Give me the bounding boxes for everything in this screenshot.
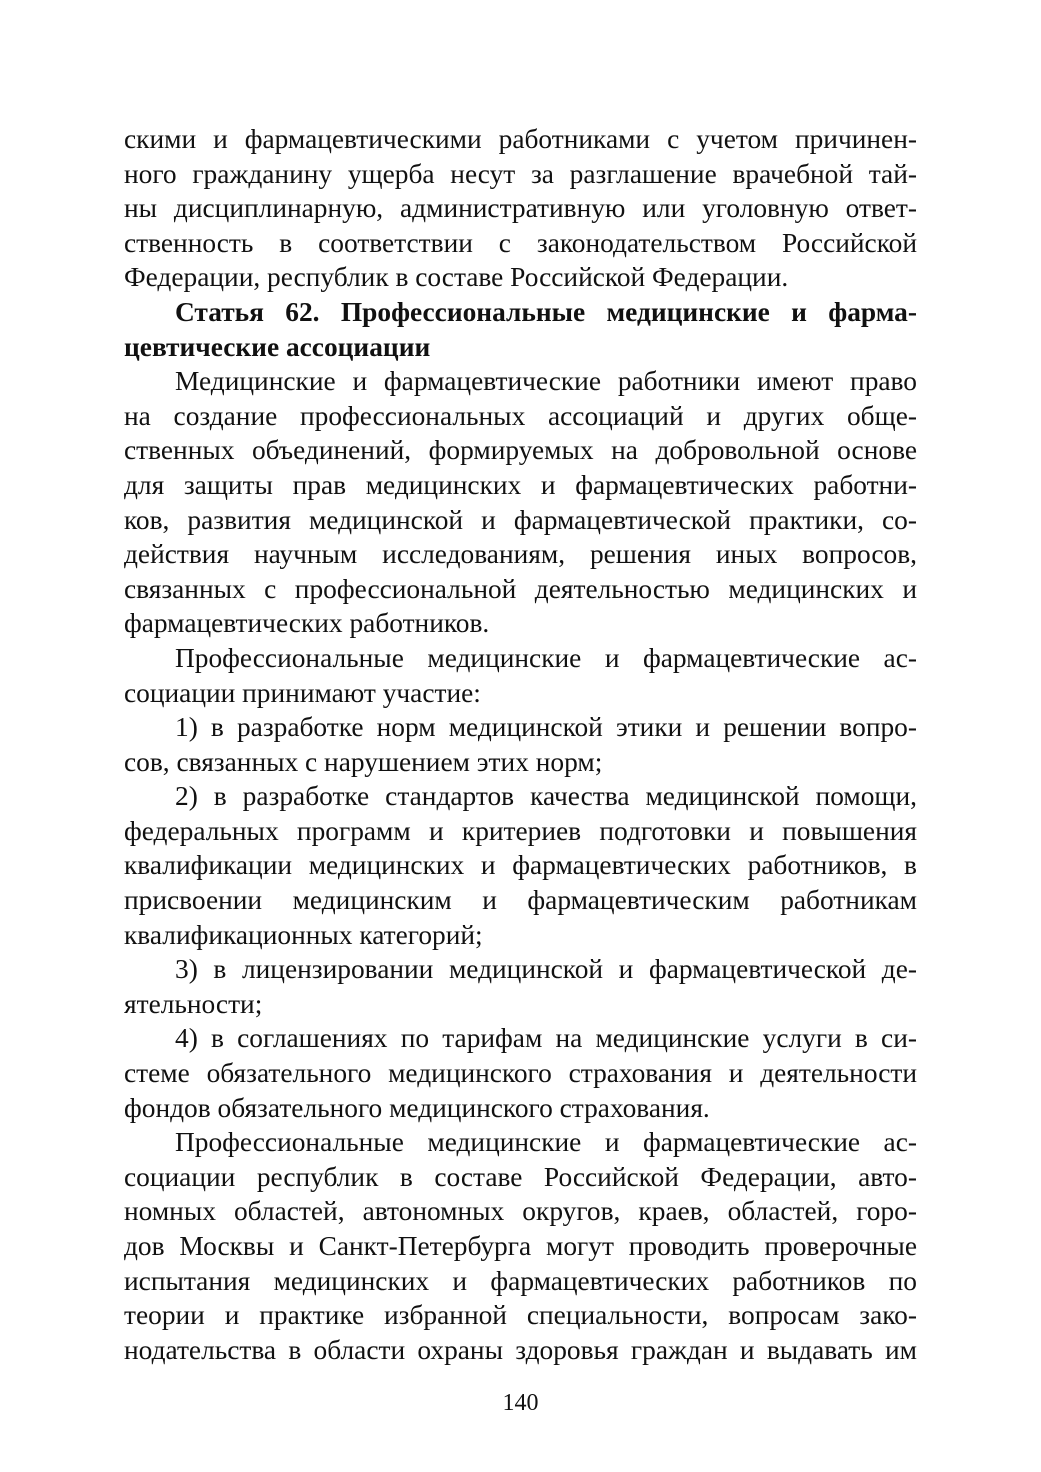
text-line: номных областей, автономных округов, краев, областей, горо- [124,1196,917,1227]
paragraph [124,364,917,641]
text-line: фармацевтических работников. [124,608,490,639]
text-line: нодательства в области охраны здоровья граждан и выдавать им [124,1334,917,1365]
page-number: 140 [502,1390,539,1416]
text-line: социации принимают участие: [124,677,481,708]
text-line: сов, связанных с нарушением этих норм; [124,746,603,777]
page-body [124,122,917,1367]
text-line: ков, развития медицинской и фармацевтической практики, со- [124,504,917,535]
paragraph [124,710,917,779]
text-line: Медицинские и фармацевтические работники имеют право [175,366,917,397]
text-line: ятельности; [124,988,263,1019]
text-line: действия научным исследованиям, решения иных вопросов, [124,539,917,570]
heading-line: цевтические ассоциации [124,331,431,362]
article-heading [124,295,917,364]
text-line: связанных с профессиональной деятельностью медицинских и [124,573,917,604]
text-line: квалификационных категорий; [124,919,483,950]
paragraph [124,1021,917,1125]
text-line: ственность в соответствии с законодательством Российской [124,227,917,258]
paragraph [124,641,917,710]
text-line: испытания медицинских и фармацевтических работников по [124,1265,917,1296]
paragraph [124,952,917,1021]
text-line: 4) в соглашениях по тарифам на медицинские услуги в си- [175,1023,917,1054]
text-line: скими и фармацевтическими работниками с учетом причинен- [124,124,917,154]
text-line: ного гражданину ущерба несут за разглашение врачебной тай- [124,158,917,189]
text-line: социации республик в составе Российской Федерации, авто- [124,1161,917,1192]
text-line: 2) в разработке стандартов качества медицинской помощи, [175,781,917,812]
text-line: Профессиональные медицинские и фармацевтические ас- [175,1127,917,1158]
text-line: квалификации медицинских и фармацевтических работников, в [124,850,917,881]
text-line: дов Москвы и Санкт-Петербурга могут проводить проверочные [124,1231,917,1261]
text-line: теории и практике избранной специальности, вопросам зако- [124,1300,917,1331]
text-line: ственных объединений, формируемых на добровольной основе [124,435,917,466]
paragraph [124,779,917,952]
text-line: для защиты прав медицинских и фармацевтических работни- [124,469,917,500]
text-line: 1) в разработке норм медицинской этики и решении вопро- [175,712,917,743]
text-line: на создание профессиональных ассоциаций и других обще- [124,400,917,431]
text-line: Федерации, республик в составе Российской Федерации. [124,262,789,293]
text-line: 3) в лицензировании медицинской и фармацевтической де- [175,954,917,985]
text-line: стеме обязательного медицинского страхования и деятельности [124,1058,917,1089]
text-line: фондов обязательного медицинского страхования. [124,1092,710,1123]
heading-line: Статья 62. Профессиональные медицинские и фарма- [175,296,917,327]
text-line: ны дисциплинарную, административную или уголовную ответ- [124,193,917,224]
text-line: федеральных программ и критериев подготовки и повышения [124,815,917,846]
paragraph [124,1125,917,1367]
paragraph [124,122,917,295]
text-line: присвоении медицинским и фармацевтическим работникам [124,885,917,916]
text-line: Профессиональные медицинские и фармацевтические ас- [175,642,917,673]
